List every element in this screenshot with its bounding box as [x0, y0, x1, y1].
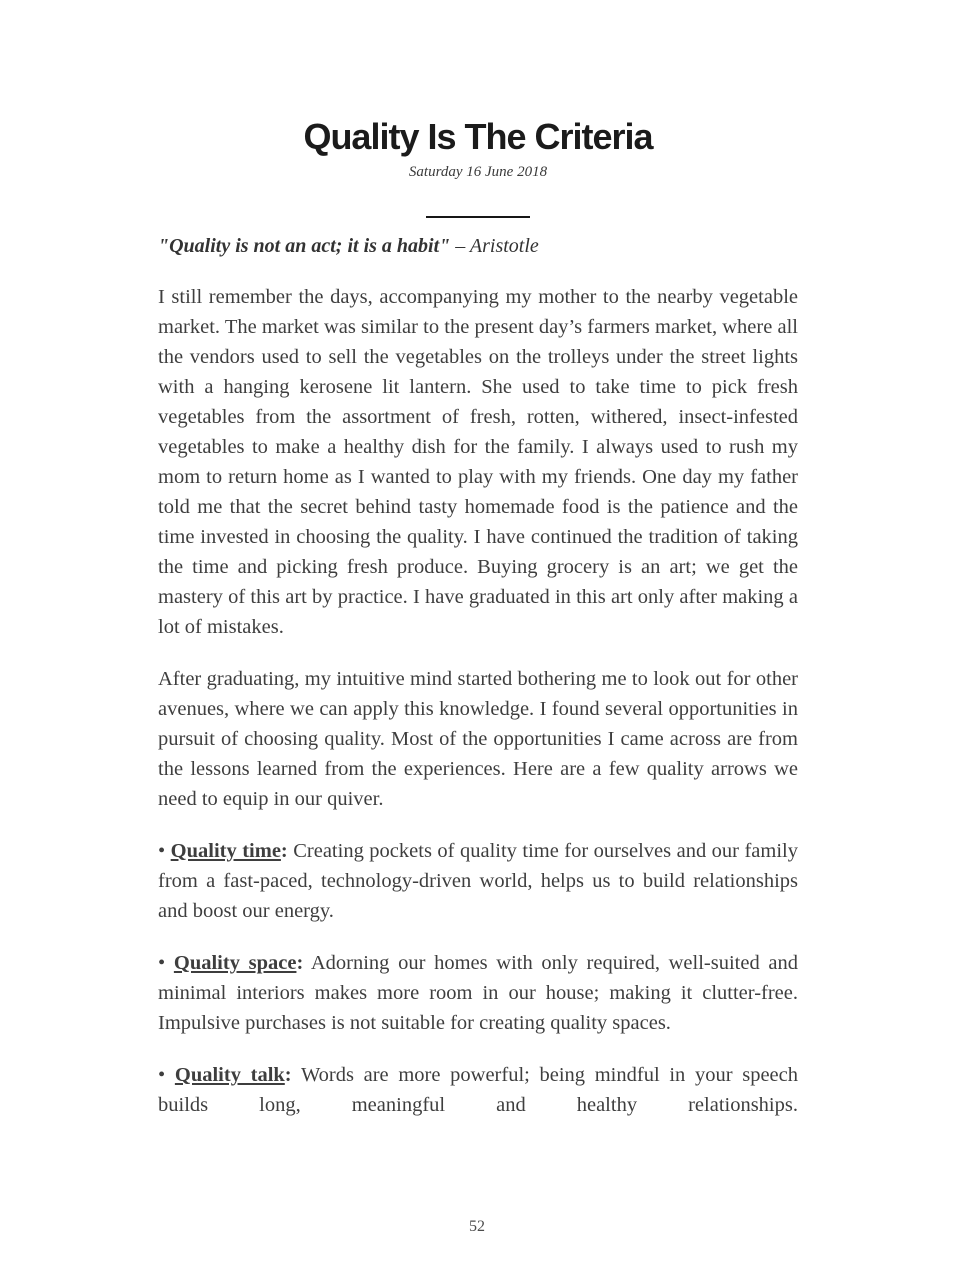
- post-date: Saturday 16 June 2018: [408, 164, 548, 180]
- section-divider: [426, 216, 530, 218]
- bullet-item-quality-space: [158, 948, 798, 1038]
- bullet-label: Quality space: [173, 952, 297, 974]
- bullet-marker: •: [158, 952, 166, 974]
- bullet-item-quality-time: [158, 836, 798, 926]
- quote-attribution: – Aristotle: [455, 235, 539, 257]
- bullet-item-quality-talk: [158, 1060, 798, 1120]
- bullet-label: Quality time: [170, 840, 281, 862]
- bullet-colon: :: [284, 1064, 292, 1086]
- page-content: [158, 0, 798, 1120]
- bullet-label: Quality talk: [174, 1064, 285, 1086]
- bullet-text: Adorning our homes with only required, well-suited and minimal interiors makes more room in our house; making it clutter-free. Impulsive purchases is not suitable for creating quality spaces.: [158, 952, 798, 1034]
- bullet-text: Creating pockets of quality time for ourselves and our family from a fast-paced, technology-driven world, helps us to build relationships and boost our energy.: [158, 840, 798, 922]
- bullet-colon: :: [280, 840, 288, 862]
- bullet-marker: •: [158, 840, 166, 862]
- bullet-text: Words are more powerful; being mindful in your speech builds long, meaningful and healthy relationships.: [158, 1064, 798, 1116]
- quote-text: "Quality is not an act; it is a habit": [158, 235, 451, 257]
- quote-line: [158, 232, 798, 260]
- bullet-colon: :: [296, 952, 304, 974]
- paragraph-intro: I still remember the days, accompanying my mother to the nearby vegetable market. The market was similar to the present day’s farmers market, where all the vendors used to sell the vegetables on the trolleys under the street lights with a hanging kerosene lit lantern. She used to take time to pick fresh vegetables from the assortment of fresh, rotten, withered, insect-infested vegetables to make a healthy dish for the family. I always used to rush my mom to return home as I wanted to play with my friends. One day my father told me that the secret behind tasty homemade food is the patience and the time invested in choosing the quality. I have continued the tradition of taking the time and picking fresh produce. Buying grocery is an art; we get the mastery of this art by practice. I have graduated in this art only after making a lot of mistakes.: [158, 286, 798, 638]
- bullet-marker: •: [158, 1064, 166, 1086]
- page-title: Quality Is The Criteria: [303, 116, 653, 157]
- paragraph-after-graduating: After graduating, my intuitive mind started bothering me to look out for other avenues, where we can apply this knowledge. I found several opportunities in pursuit of choosing quality. Most of the opportunities I came across are from the lessons learned from the experiences. Here are a few quality arrows we need to equip in our quiver.: [158, 668, 798, 810]
- page-number: 52: [469, 1218, 485, 1235]
